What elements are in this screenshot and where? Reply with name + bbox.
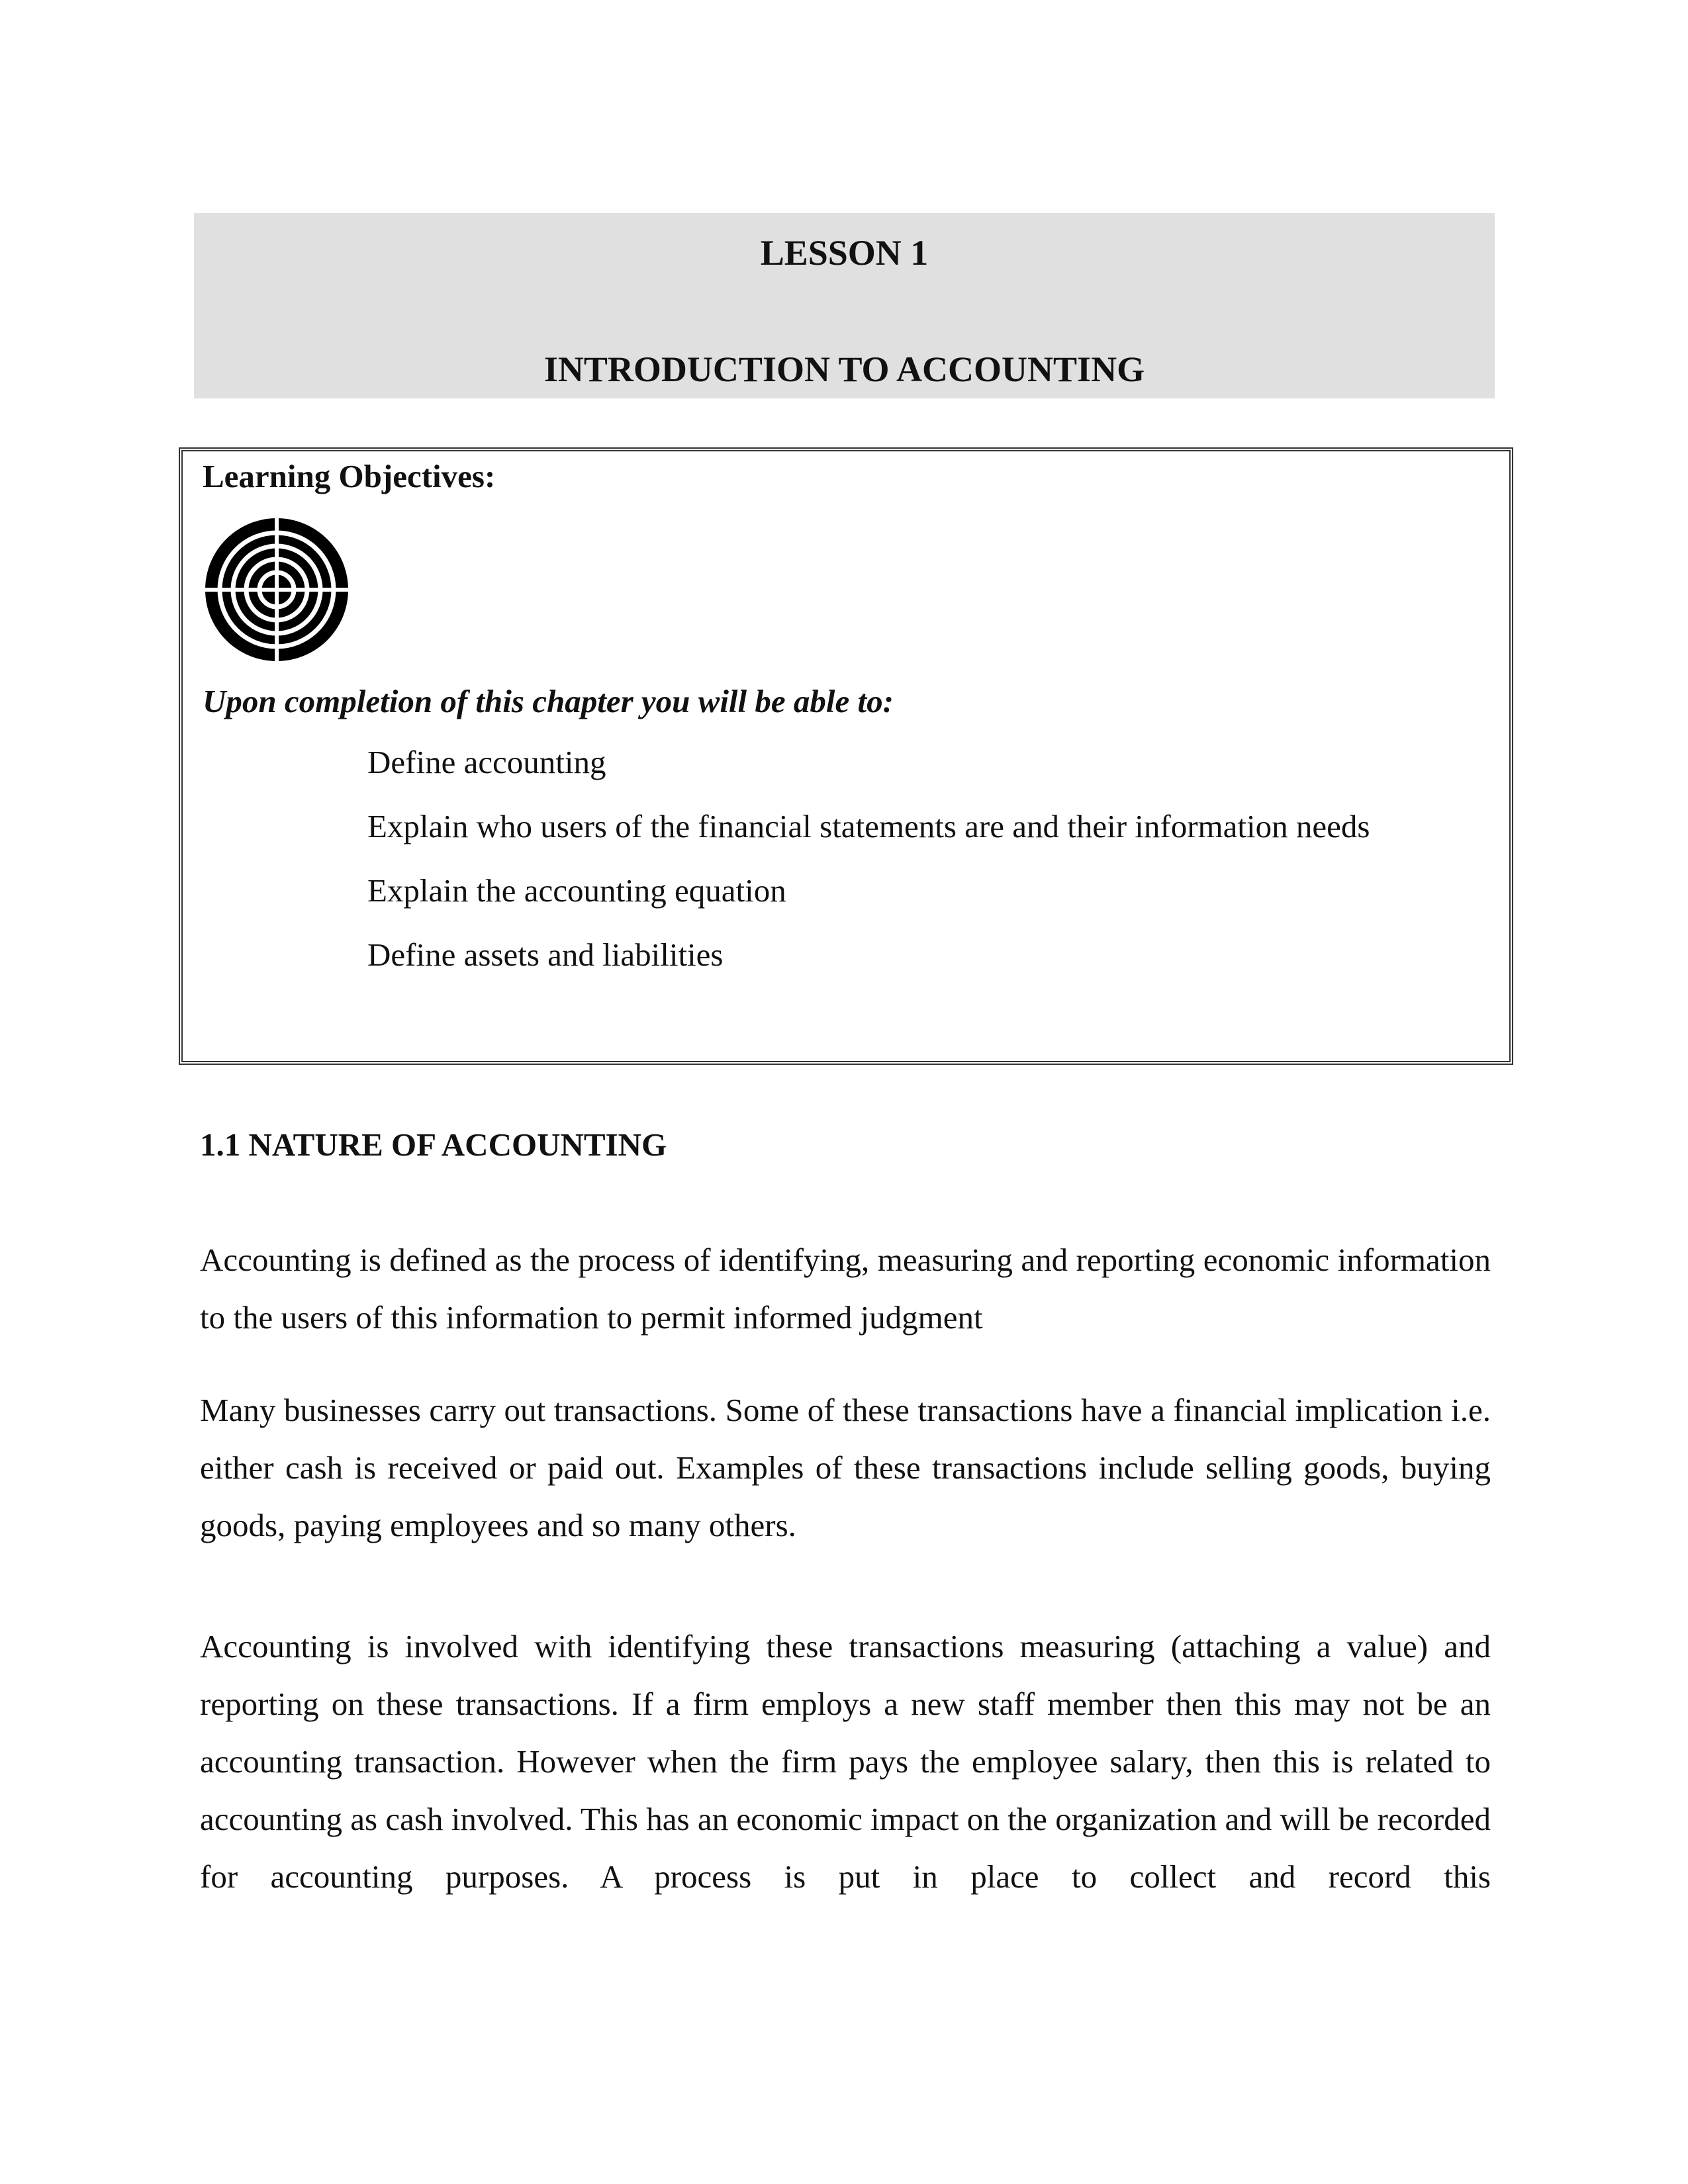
lesson-number: LESSON 1 [760, 233, 929, 273]
list-item: Define assets and liabilities [367, 936, 724, 973]
lesson-title: INTRODUCTION TO ACCOUNTING [543, 349, 1145, 389]
learning-objectives-box [179, 447, 1513, 1065]
list-item: Explain who users of the financial statements are and their information needs [367, 808, 1370, 844]
paragraph: Many businesses carry out transactions. Some of these transactions have a financial implication i.e. either cash is received or paid out. Examples of these transactions include selling goods, buying goods, paying employees and so many others. [200, 1392, 1491, 1543]
list-item: Define accounting [367, 744, 606, 780]
target-icon [203, 518, 351, 662]
paragraph: Accounting is defined as the process of identifying, measuring and reporting economic information to the users of this information to permit informed judgment [200, 1242, 1491, 1336]
objectives-intro: Upon completion of this chapter you will be able to: [203, 683, 894, 719]
list-item: Explain the accounting equation [367, 872, 786, 909]
objectives-list [367, 743, 1370, 999]
lesson-title-banner [194, 213, 1495, 398]
section-heading: 1.1 NATURE OF ACCOUNTING [200, 1126, 667, 1163]
objectives-heading: Learning Objectives: [203, 458, 496, 494]
paragraph: Accounting is involved with identifying these transactions measuring (attaching a value) and reporting on these transactions. If a firm employs a new staff member then this may not be an accounting transaction. However when the firm pays the employee salary, then this is related to accounting as cash involved. This has an economic impact on the organization and will be recorded for accounting purposes. A process is put in place to collect and record this [200, 1628, 1491, 1895]
